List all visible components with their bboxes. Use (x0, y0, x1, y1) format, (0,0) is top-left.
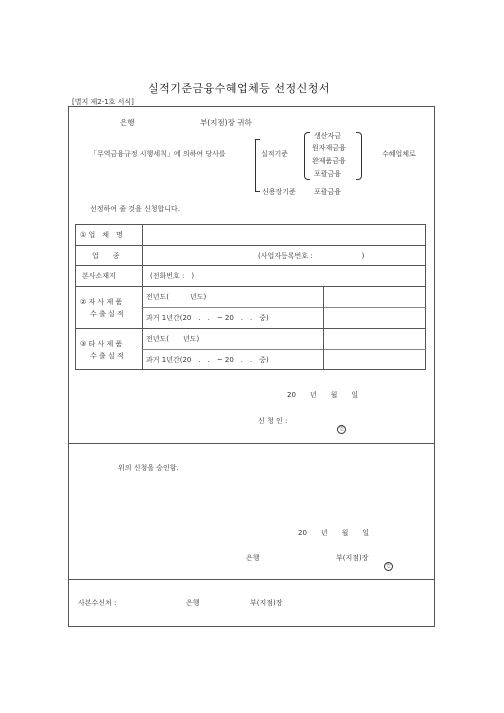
table-row-line (142, 307, 426, 308)
loan-type-production: 생산자금 (314, 132, 342, 140)
industry-label: 업 종 (92, 252, 120, 260)
other-prev-year: 전년도( 년도) (146, 335, 200, 343)
approval-bank: 은행 (246, 554, 260, 562)
copy-divider (68, 579, 435, 580)
criteria-credit: 신용장기준 (262, 188, 296, 196)
application-date: 20 년 월 일 (287, 391, 359, 399)
phone-field: (전화번호 : ) (150, 272, 195, 280)
own-prev-year: 전년도( 년도) (146, 293, 207, 301)
page-title: 실적기준금융수혜업체등 선정신청서 (148, 82, 331, 95)
other-export-label: 수 출 실 적 (90, 352, 124, 360)
own-product-label: ② 자 사 제 품 (80, 298, 123, 306)
copy-recipient-label: 사본수신처 : (78, 599, 117, 607)
other-product-label: ③ 타 사 제 품 (80, 340, 123, 348)
table-row-line (75, 245, 426, 246)
applicant-seal-mark: 인 (337, 415, 346, 434)
loan-type-bracket-right (356, 132, 362, 180)
table-value-divider (323, 286, 324, 370)
approval-branch: 부(지점)장 (336, 554, 369, 562)
company-name-label: ① 업 체 명 (80, 231, 123, 239)
table-row-line (142, 349, 426, 350)
loan-type-raw-material: 원자재금융 (312, 144, 346, 152)
approval-divider (68, 443, 435, 444)
loan-type-finished-goods: 완제품금융 (312, 157, 346, 165)
criteria-bracket (255, 139, 260, 192)
applicant-label: 신 청 인 : (258, 417, 288, 425)
loan-type-bracket-left (304, 132, 310, 180)
head-office-label: 본사소재지 (82, 272, 116, 280)
beneficiary-suffix: 수혜업체로 (382, 150, 416, 158)
addressee-branch: 부(지점)장 귀하 (200, 118, 252, 127)
loan-type-comprehensive: 포괄금융 (314, 170, 342, 178)
table-row-line (75, 286, 426, 287)
addressee-bank: 은행 (120, 118, 135, 127)
own-export-label: 수 출 실 적 (90, 310, 124, 318)
credit-loan-type: 포괄금융 (314, 188, 342, 196)
own-past-year: 과거 1년간(20 . . ~ 20 . . 중) (146, 314, 269, 322)
copy-bank: 은행 (186, 599, 200, 607)
criteria-performance: 실적기준 (261, 150, 289, 158)
biz-reg-no-field: (사업자등록번호 : ) (258, 252, 365, 260)
request-text: 선정하여 줄 것을 신청합니다. (90, 205, 181, 213)
form-reference: [별지 제2-1호 서식] (72, 98, 134, 106)
table-row-line (75, 265, 426, 266)
copy-branch: 부(지점)장 (250, 599, 283, 607)
approval-text: 위의 신청을 승인함. (118, 464, 179, 472)
approval-date: 20 년 월 일 (298, 529, 370, 537)
other-past-year: 과거 1년간(20 . . ~ 20 . . 중) (146, 356, 269, 364)
basis-text: 「무역금융규정 시행세칙」에 의하여 당사를 (90, 150, 226, 158)
table-row-line (75, 328, 426, 329)
approval-seal-mark: 인 (384, 552, 393, 571)
